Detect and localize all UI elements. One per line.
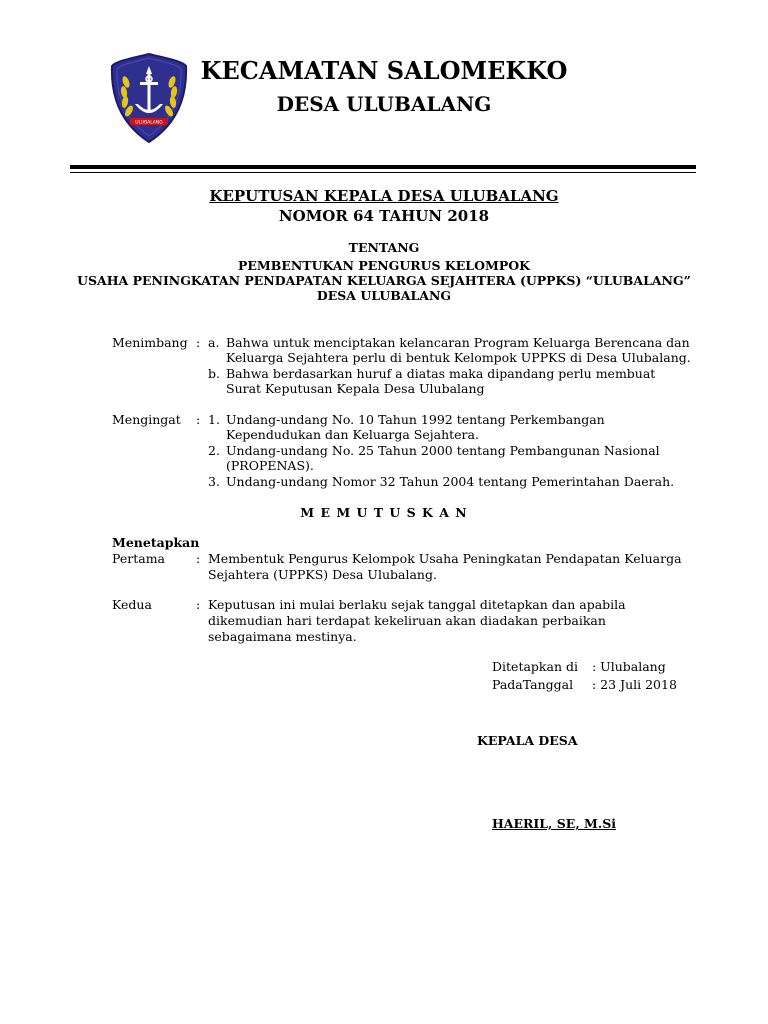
place-label: Ditetapkan di: [492, 659, 578, 674]
mengingat-colon: :: [196, 412, 201, 427]
kedua-colon: :: [196, 597, 201, 612]
signatory-position: KEPALA DESA: [477, 733, 578, 748]
mengingat-1-line-1: Undang-undang No. 10 Tahun 1992 tentang Perkembangan: [226, 412, 605, 427]
village-name: DESA ULUBALANG: [276, 92, 492, 116]
letterhead-divider-thin: [70, 172, 696, 173]
decree-title: KEPUTUSAN KEPALA DESA ULUBALANG: [209, 187, 559, 205]
mengingat-marker-2: 2.: [208, 443, 220, 458]
date-label: PadaTanggal: [492, 677, 574, 692]
mengingat-marker-3: 3.: [208, 474, 220, 489]
menimbang-b-line-1: Bahwa berdasarkan huruf a diatas maka dipandang perlu membuat: [226, 366, 656, 381]
mengingat-1-line-2: Kependudukan dan Keluarga Sejahtera.: [226, 427, 479, 442]
kedua-line-1: Keputusan ini mulai berlaku sejak tanggal ditetapkan dan apabila: [208, 597, 626, 612]
signatory-name: HAERIL, SE, M.Si: [492, 816, 616, 831]
mengingat-2-line-2: (PROPENAS).: [226, 458, 314, 473]
mengingat-2-line-1: Undang-undang No. 25 Tahun 2000 tentang Pembangunan Nasional: [226, 443, 660, 458]
kedua-label: Kedua: [112, 597, 152, 612]
mengingat-label: Mengingat: [112, 412, 181, 427]
menimbang-a-line-1: Bahwa untuk menciptakan kelancaran Program Keluarga Berencana dan: [226, 335, 690, 350]
menimbang-marker-b: b.: [208, 366, 220, 381]
pertama-line-1: Membentuk Pengurus Kelompok Usaha Peningkatan Pendapatan Keluarga: [208, 551, 682, 566]
menimbang-a-line-2: Keluarga Sejahtera perlu di bentuk Kelompok UPPKS di Desa Ulubalang.: [226, 350, 691, 365]
subject-line-3: DESA ULUBALANG: [316, 288, 452, 303]
pertama-line-2: Sejahtera (UPPKS) Desa Ulubalang.: [208, 567, 437, 582]
kedua-line-3: sebagaimana mestinya.: [208, 629, 357, 644]
menetapkan-label: Menetapkan: [112, 535, 200, 550]
kedua-line-2: dikemudian hari terdapat kekeliruan akan diadakan perbaikan: [208, 613, 606, 628]
svg-text:ULUBALANG: ULUBALANG: [135, 120, 163, 126]
letterhead-divider-thick: [70, 165, 696, 169]
decree-number: NOMOR 64 TAHUN 2018: [278, 207, 490, 225]
mengingat-marker-1: 1.: [208, 412, 220, 427]
menimbang-marker-a: a.: [208, 335, 220, 350]
pertama-colon: :: [196, 551, 201, 566]
subject-line-1: PEMBENTUKAN PENGURUS KELOMPOK: [238, 258, 530, 273]
menimbang-b-line-2: Surat Keputusan Kepala Desa Ulubalang: [226, 381, 485, 396]
place-value: : Ulubalang: [592, 659, 666, 674]
subject-line-2: USAHA PENINGKATAN PENDAPATAN KELUARGA SEJAHTERA (UPPKS) “ULUBALANG”: [77, 273, 691, 288]
menimbang-colon: :: [196, 335, 201, 350]
menimbang-label: Menimbang: [112, 335, 188, 350]
memutuskan-heading: M E M U T U S K A N: [300, 505, 468, 520]
district-name: KECAMATAN SALOMEKKO: [200, 56, 568, 85]
pertama-label: Pertama: [112, 551, 166, 566]
date-value: : 23 Juli 2018: [592, 677, 677, 692]
tentang-heading: TENTANG: [348, 240, 420, 255]
village-emblem-logo: [110, 52, 188, 144]
mengingat-3-line-1: Undang-undang Nomor 32 Tahun 2004 tentang Pemerintahan Daerah.: [226, 474, 675, 489]
